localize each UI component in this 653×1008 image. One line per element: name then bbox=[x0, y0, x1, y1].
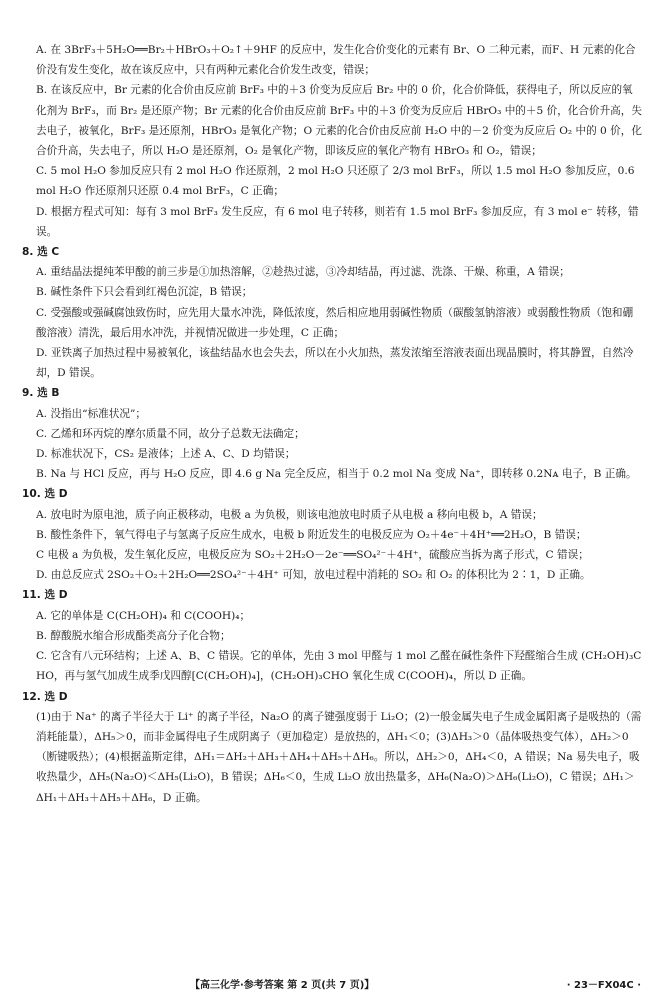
q8-heading: 8. 选 C bbox=[22, 246, 60, 259]
q8-option-a: A. 重结晶法提纯苯甲酸的前三步是①加热溶解，②趁热过滤，③冷却结晶，再过滤、洗涤、干燥、称重，A 错误； bbox=[36, 266, 570, 279]
q11-heading: 11. 选 D bbox=[22, 589, 68, 602]
q9-option-d: D. 标准状况下，CS₂ 是液体；上述 A、C、D 均错误； bbox=[36, 448, 296, 461]
q10-option-b: B. 酸性条件下，氧气得电子与氢离子反应生成水，电极 b 附近发生的电极反应为 O₂＋4e⁻＋4H⁺══2H₂O，B 错误； bbox=[36, 528, 587, 541]
q7-option-d: D. 根据方程式可知：每有 3 mol BrF₃ 发生反应，有 6 mol 电子转移，则若有 1.5 mol BrF₃ 参加反应，有 3 mol e⁻ 转移，错误。 bbox=[36, 205, 639, 238]
q11-option-c: C. 它含有八元环结构；上述 A、B、C 错误。它的单体，先由 3 mol 甲醛与 1 mol 乙醛在碱性条件下羟醛缩合生成 (CH₂OH)₃CHO，再与氢气加成生成季戊四醇[C(CH₂OH)₄]，(CH₂OH)₃CHO 氧化生成 C(COOH)₄，所以 D 正确。 bbox=[36, 650, 642, 683]
q12-body: (1)由于 Na⁺ 的离子半径大于 Li⁺ 的离子半径，Na₂O 的离子键强度弱于 Li₂O；(2)一般金属失电子生成金属阳离子是吸热的（需消耗能量），ΔH₅＞0，而非金属得电子生成阴离子（更加稳定）是放热的，ΔH₁＜0；(3)ΔH₃＞0（晶体吸热变气体），ΔH₂＞0（断键吸热）；(4)根据盖斯定律，ΔH₁＝ΔH₂＋ΔH₃＋ΔH₄＋ΔH₅＋ΔH₆。所以，ΔH₂＞0，ΔH₄＜0，A 错误；Na 易失电子，吸收热量少，ΔH₅(Na₂O)＜ΔH₅(Li₂O)，B 错误；ΔH₆＜0，生成 Li₂O 放出热量多，ΔH₆(Na₂O)＞ΔH₆(Li₂O)，C 错误；ΔH₁＞ΔH₁＋ΔH₃＋ΔH₅＋ΔH₆，D 正确。 bbox=[36, 710, 642, 804]
q9-option-a: A. 没指出“标准状况”； bbox=[36, 407, 146, 420]
q10-option-a: A. 放电时为原电池，质子向正极移动，电极 a 为负极，则该电池放电时质子从电极 a 移向电极 b，A 错误； bbox=[36, 508, 543, 521]
footer-code: · 23－FX04C · bbox=[566, 980, 641, 991]
answer-page bbox=[22, 40, 642, 808]
page-footer bbox=[0, 972, 653, 996]
q10-option-c: C 电极 a 为负极，发生氧化反应，电极反应为 SO₂＋2H₂O－2e⁻══SO₄²⁻＋4H⁺，硫酸应当拆为离子形式，C 错误； bbox=[36, 549, 589, 562]
q12-heading: 12. 选 D bbox=[22, 690, 68, 703]
q7-option-c: C. 5 mol H₂O 参加反应只有 2 mol H₂O 作还原剂，2 mol H₂O 只还原了 2/3 mol BrF₃，所以 1.5 mol H₂O 参加反应，0.6 mol H₂O 作还原剂只还原 0.4 mol BrF₃，C 正确； bbox=[36, 165, 635, 198]
q9-option-b: B. Na 与 HCl 反应，再与 H₂O 反应，即 4.6 g Na 完全反应，相当于 0.2 mol Na 变成 Na⁺，即转移 0.2Nᴀ 电子，B 正确。 bbox=[36, 468, 637, 481]
q7-option-b: B. 在该反应中，Br 元素的化合价由反应前 BrF₃ 中的＋3 价变为反应后 Br₂ 中的 0 价，化合价降低，获得电子，所以反应的氧化剂为 BrF₃，而 Br₂ 是还原产物；Br 元素的化合价由反应前 BrF₃ 中的＋3 价变为反应后 HBrO₃ 中的＋5 价，化合价升高，失去电子，被氧化，BrF₃ 是还原剂，HBrO₃ 是氧化产物；O 元素的化合价由反应前 H₂O 中的－2 价变为反应后 O₂ 中的 0 价，化合价升高，失去电子，所以 H₂O 是还原剂，O₂ 是氧化产物，即该反应的氧化产物有 HBrO₃ 和 O₂，错误； bbox=[36, 84, 642, 158]
q8-option-d: D. 亚铁离子加热过程中易被氧化，该盐结晶水也会失去，所以在小火加热，蒸发浓缩至溶液表面出现晶膜时，将其静置，自然冷却，D 错误。 bbox=[36, 347, 634, 380]
q11-option-b: B. 醇酸脱水缩合形成酯类高分子化合物； bbox=[36, 629, 231, 642]
q9-heading: 9. 选 B bbox=[22, 387, 60, 400]
q8-option-c: C. 受强酸或强碱腐蚀致伤时，应先用大量水冲洗，降低浓度，然后相应地用弱碱性物质（碳酸氢钠溶液）或弱酸性物质（饱和硼酸溶液）清洗，最后用水冲洗，并视情况做进一步处理，C 正确； bbox=[36, 306, 634, 339]
q8-option-b: B. 碱性条件下只会看到红褐色沉淀，B 错误； bbox=[36, 286, 253, 299]
q10-heading: 10. 选 D bbox=[22, 488, 68, 501]
q11-option-a: A. 它的单体是 C(CH₂OH)₄ 和 C(COOH)₄； bbox=[36, 609, 251, 622]
q7-option-a: A. 在 3BrF₃＋5H₂O══Br₂＋HBrO₃＋O₂↑＋9HF 的反应中，发生化合价变化的元素有 Br、O 二种元素，而F、H 元素的化合价没有发生变化，故在该反应中，只有两种元素化合价发生改变，错误； bbox=[36, 44, 636, 77]
q9-option-c: C. 乙烯和环丙烷的摩尔质量不同，故分子总数无法确定； bbox=[36, 427, 305, 440]
footer-title: 【高三化学·参考答案 第 2 页(共 7 页)】 bbox=[190, 980, 375, 991]
q10-option-d: D. 由总反应式 2SO₂＋O₂＋2H₂O══2SO₄²⁻＋4H⁺ 可知，放电过程中消耗的 SO₂ 和 O₂ 的体积比为 2∶1，D 正确。 bbox=[36, 569, 591, 582]
